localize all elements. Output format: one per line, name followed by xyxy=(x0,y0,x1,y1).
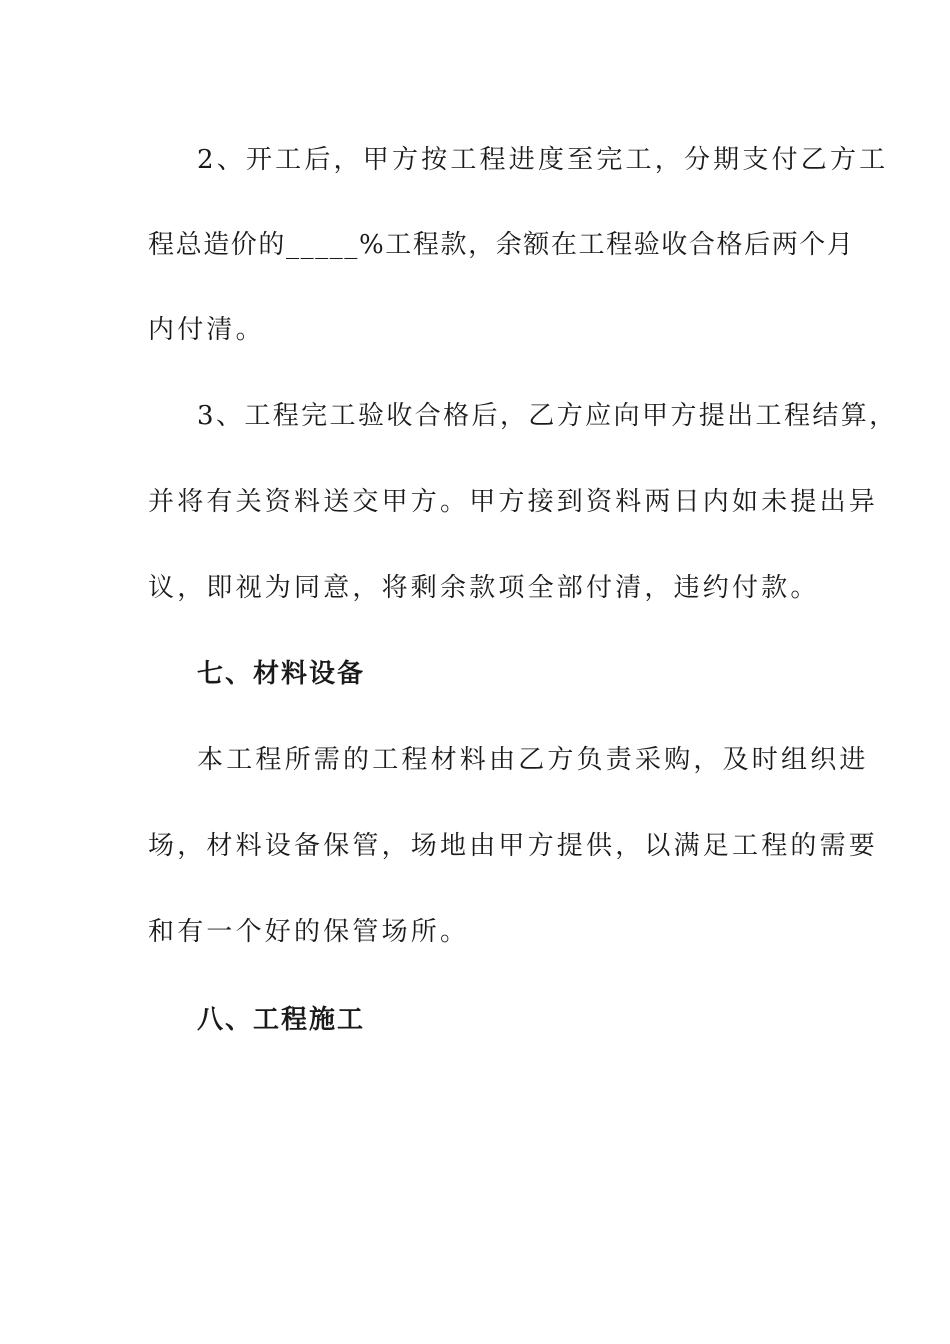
clause-3-line-2: 并将有关资料送交甲方。甲方接到资料两日内如未提出异 xyxy=(148,487,879,517)
clause-2-line-3: 内付清。 xyxy=(148,315,265,345)
materials-line-1: 本工程所需的工程材料由乙方负责采购，及时组织进 xyxy=(197,745,869,775)
section-heading-construction: 八、工程施工 xyxy=(197,1005,366,1035)
clause-3-line-3: 议，即视为同意，将剩余款项全部付清，违约付款。 xyxy=(148,573,820,603)
clause-3-line-1: 3、工程完工验收合格后，乙方应向甲方提出工程结算， xyxy=(197,401,898,431)
clause-2-line-2: 程总造价的_____%工程款，余额在工程验收合格后两个月 xyxy=(148,230,855,260)
section-heading-materials: 七、材料设备 xyxy=(197,659,366,689)
clause-2-line-1: 2、开工后，甲方按工程进度至完工，分期支付乙方工 xyxy=(197,145,889,175)
materials-line-3: 和有一个好的保管场所。 xyxy=(148,917,470,947)
materials-line-2: 场，材料设备保管，场地由甲方提供，以满足工程的需要 xyxy=(148,831,879,861)
